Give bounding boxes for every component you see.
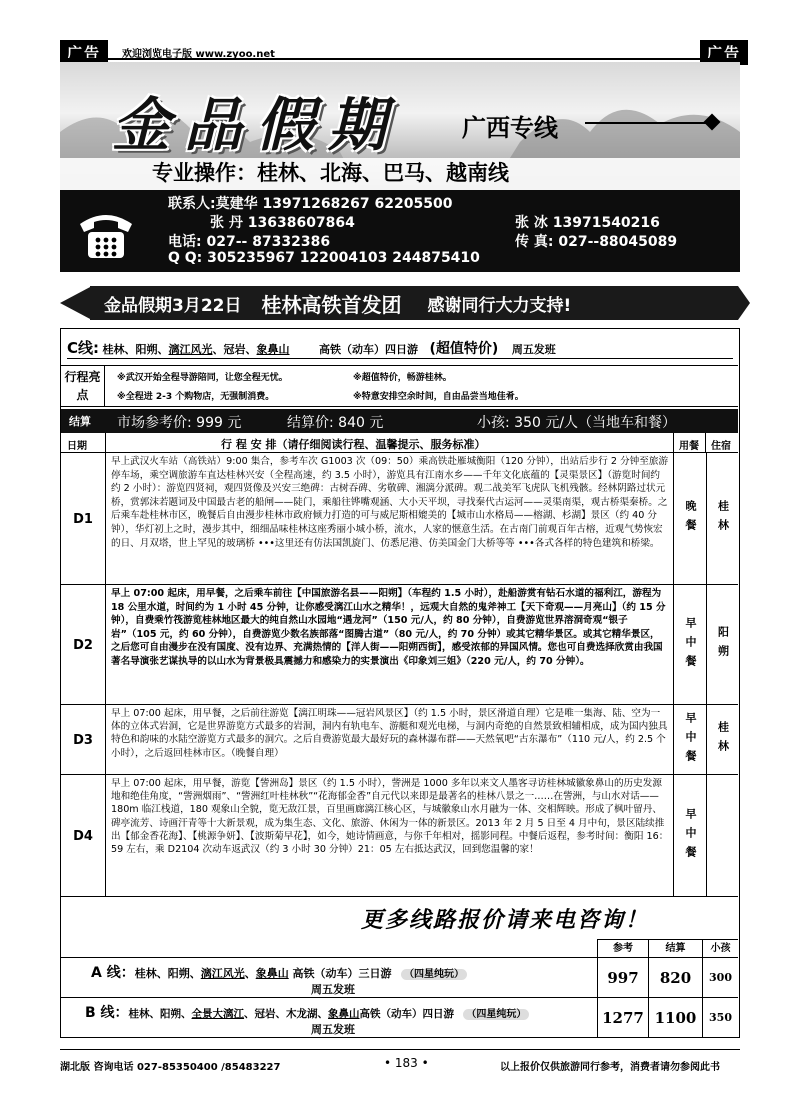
- day-row-1: [61, 453, 738, 585]
- day-row-4: [61, 775, 738, 897]
- day-label: D2: [61, 585, 106, 705]
- th-plan: 行 程 安 排（请仔细阅读行程、温馨提示、服务标准）: [221, 438, 486, 451]
- route-b-depart: 周五发班: [311, 1023, 355, 1036]
- day-text: 早上 07:00 起床，用早餐，游览【訾洲岛】景区（约 1.5 小时），訾洲是 1000 多年以来文人墨客寻访桂林城徽象鼻山的历史发源地和绝佳角度，“訾洲烟雨”、“訾洲红叶桂林秋”“花海郁金香”自元代以来即是最著名的桂林八景之一……在訾洲，与山水对话——180m 临江栈道，180 观象山全貌，览无敌江景，百里画廊漓江核心区，与城徽象山水月融为一体、交相辉映。形成了枫叶留丹、碑亭流芳、诗画汗青等十大新景观，成为集生态、文化、旅游、休闲为一体的新景区。2013 年 2 月 5 日至 4 月中旬，景区陆续推出【郁金香花海】、【桃源争妍】、【波斯菊早花】，如今，她诗情画意，与你千年相对，摇影同程。中餐后返程，参考时间：衡阳 16：59 左右，乘 D2104 次动车返武汉（约 3 小时 30 分钟）21：05 左右抵达武汉，回到您温馨的家！: [111, 778, 669, 856]
- th-stay: 住宿: [711, 441, 731, 452]
- route-b-row: [61, 997, 738, 1037]
- highlight-4: ※特意安排空余时间，自由品尝当地佳肴。: [353, 392, 524, 402]
- telephone-icon: [74, 202, 138, 262]
- contact-line-2: 张 丹 13638607864: [210, 215, 355, 231]
- route-c-desc-a: 桂林、阳朔、: [102, 343, 169, 356]
- price-child: 小孩: 350 元/人（当地车和餐）: [477, 415, 677, 431]
- routes-table-head: [597, 939, 738, 957]
- route-c-depart: 周五发班: [511, 343, 556, 356]
- highlights-label: 行程亮点: [61, 366, 105, 406]
- route-b-ref: 1277: [597, 998, 648, 1038]
- day-stay: [706, 775, 738, 897]
- day-stay: 阳朔: [706, 585, 738, 705]
- hsr-date: 金品假期3月22日: [104, 295, 242, 316]
- footer-rule: [60, 1049, 740, 1050]
- contact-line-2-right: 张 冰 13971540216: [515, 215, 660, 231]
- price-row: [61, 409, 738, 433]
- day-row-2: [61, 585, 738, 705]
- right-arrow-icon: [738, 286, 750, 320]
- route-a-desc-a: 桂林、阳朔、: [134, 967, 201, 980]
- route-b-desc-d: 象鼻山: [328, 1008, 360, 1020]
- route-a-desc-d: 象鼻山: [255, 967, 289, 980]
- contact-line-1: 联系人:莫建华 13971268267 62205500: [168, 196, 453, 212]
- th-sep-3: [705, 433, 706, 453]
- route-a-desc-e: 高铁（动车）三日游: [288, 967, 392, 980]
- route-a-ref: 997: [597, 958, 648, 998]
- route-b-code: B 线：: [85, 1005, 129, 1021]
- page-number: • 183 •: [384, 1056, 429, 1070]
- price-label: 结算: [69, 415, 91, 428]
- day-meal: 早中餐: [673, 585, 706, 705]
- route-a-desc-b: 漓江风光: [200, 967, 245, 980]
- day-meal: 早中餐: [673, 775, 706, 897]
- day-meal: 早中餐: [673, 705, 706, 775]
- contact-qq: Q Q: 305235967 122004103 244875410: [168, 250, 480, 266]
- th-meal: 用餐: [679, 441, 699, 452]
- th-sep-1: [105, 433, 106, 453]
- th-date: 日期: [67, 441, 87, 452]
- highlight-2: ※超值特价，畅游桂林。: [353, 373, 452, 383]
- contact-panel: [60, 190, 740, 272]
- route-c-header: [67, 337, 733, 359]
- route-a-desc: [91, 962, 467, 982]
- day-label: D4: [61, 775, 106, 897]
- brand-title: 金品假期: [112, 91, 401, 159]
- route-c-special: (超值特价): [429, 341, 499, 357]
- route-b-desc-b: 全景大漓江: [191, 1008, 245, 1020]
- route-a-desc-c: 、: [244, 967, 256, 980]
- th-sep-2: [673, 433, 674, 453]
- route-b-desc-a: 桂林、阳朔、: [128, 1008, 192, 1020]
- brand-subtitle: 广西专线: [462, 114, 558, 142]
- col-ref: 参考: [597, 940, 648, 958]
- ad-label-left: 广告: [60, 40, 108, 65]
- more-routes-call: 更多线路报价请来电咨询！: [361, 908, 650, 933]
- route-b-child: 350: [702, 998, 738, 1038]
- day-label: D1: [61, 453, 106, 585]
- day-text: 早上 07:00 起床，用早餐，之后前往游览【漓江明珠——冠岩风景区】（约 1.5 小时，景区滑道自理）它是唯一集海、陆、空为一体的立体式岩洞，它是世界游览方式最多的岩洞，洞内有轨电车、游艇和观光电梯，与洞内奇绝的自然景致相辅相成，成为国内独具特色和韵味的水陆空游览方式最多的洞穴。之后自费游览最大最好玩的森林瀑布群——天然氧吧“古东瀑布”（110 元/人，约 2.5 个小时），之后返回桂林市区。（晚餐自理）: [111, 708, 668, 759]
- route-c-desc-c: 、冠岩、: [212, 343, 257, 356]
- route-b-tag: （四星纯玩）: [463, 1009, 529, 1020]
- route-c-code: C线:: [67, 339, 100, 357]
- specialty-line: 专业操作：桂林、北海、巴马、越南线: [152, 161, 509, 185]
- price-market: 市场参考价: 999 元: [117, 415, 242, 431]
- day-stay: 桂林: [706, 453, 738, 585]
- route-a-depart: 周五发班: [311, 983, 355, 996]
- route-b-desc: [85, 1002, 529, 1022]
- hsr-title: 桂林高铁首发团: [261, 292, 402, 317]
- ad-label-right: 广告: [700, 40, 748, 65]
- highlight-3: ※全程进 2-3 个购物店，无强制消费。: [117, 392, 275, 402]
- col-child: 小孩: [702, 940, 738, 958]
- highlight-1: ※武汉开始全程导游陪同，让您全程无忧。: [117, 373, 288, 383]
- top-rule: [60, 58, 740, 60]
- route-a-row: [61, 957, 738, 997]
- highlights-row: [61, 365, 738, 407]
- contact-phone: 电话: 027-- 87332386: [168, 234, 331, 250]
- price-settle: 结算价: 840 元: [287, 415, 384, 431]
- footer-right: 以上报价仅供旅游同行参考，消费者请勿参阅此书: [500, 1062, 720, 1073]
- col-settle: 结算: [648, 940, 702, 958]
- route-a-tag: （四星纯玩）: [401, 969, 467, 980]
- route-c-desc-b: 漓江风光: [168, 343, 213, 356]
- contact-fax: 传 真: 027--88045089: [515, 234, 678, 250]
- route-a-settle: 820: [648, 958, 702, 998]
- day-text: 早上 07:00 起床，用早餐，之后乘车前往【中国旅游名县——阳朔】（车程约 1.5 小时），赴船游赏有钻石水道的福利江，游程为 18 公里水道，时间约为 1 小时 45 分钟，让你感受漓江山水之精华！，远观大自然的鬼斧神工【天下奇观——月亮山】（约 15 分钟），自费乘竹筏游览桂林地区最大的纯自然山水园地“遇龙河”（150 元/人，约 80 分钟），自费游览世界溶洞奇观“银子岩”（105 元，约 60 分钟），自费游览少数名族部落“图腾古道”（80 元/人，约 70 分钟）或其它精华景区。或其它精华景区，之后您可自由漫步在没有国度、没有边界、充满热情的【洋人街——阳朔西街】，感受浓郁的异国风情。您也可自费选择欣赏由我国著名导演张艺谋执导的以山水为背景极具震撼力和感染力的实景演出《印象刘三姐》（220 元/人，约 70 分钟）。: [111, 588, 666, 667]
- subtitle-rule: [585, 122, 715, 124]
- route-a-child: 300: [702, 958, 738, 998]
- day-label: D3: [61, 705, 106, 775]
- route-b-settle: 1100: [648, 998, 702, 1038]
- left-arrow-icon: [60, 286, 92, 320]
- day-text: 早上武汉火车站（高铁站）9:00 集合，参考车次 G1003 次（09：50）乘高铁赴雁城衡阳（120 分钟），出站后步行 2 分钟至旅游停车场，乘空调旅游车直达桂林兴安（全程高速，约 3.5 小时），游览具有江南水乡——千年文化底蕴的【灵渠景区】（游览时间约约 2 小时）：游览四贤祠，观四贤像及兴安三绝碑：古树吞碑、劣敬碑、湘漓分派碑。观二战美军飞虎队飞机残骸。经林阴路过状元桥，赏郭沫若题词及中国最古老的船闸——陡门，乘船往铧嘴观涵、大小天平坝，寻找秦代古运河——灵渠南渠，观古桥渠秦桥。之后乘车赴桂林市区，晚餐后自由漫步桂林市政府倾力打造的可与威尼斯相媲美的【城市山水格局——榕湖、杉湖】景区（约 40 分钟），华灯初上之时，漫步其中，细细品味桂林这座秀丽小城小桥，流水，人家的惬意生活。在古南门前观百年古榕，近观气势恢宏的日、月双塔，世上罕见的玻璃桥 •••这里还有仿法国凯旋门、仿悉尼港、仿美国金门大桥等等 •••各式各样的特色建筑和桥梁。: [111, 456, 669, 549]
- route-a-code: A 线：: [91, 965, 135, 981]
- hsr-thanks: 感谢同行大力支持!: [427, 295, 572, 316]
- hsr-banner: [90, 286, 738, 320]
- day-stay: 桂林: [706, 705, 738, 775]
- table-header: [61, 433, 738, 453]
- day-meal: 晚餐: [673, 453, 706, 585]
- site-text: 欢迎浏览电子版 www.zyoo.net: [122, 49, 275, 60]
- route-b-desc-c: 、冠岩、木龙湖、: [244, 1008, 329, 1020]
- route-c-mode: 高铁（动车）四日游: [319, 343, 419, 356]
- day-row-3: [61, 705, 738, 775]
- route-c-desc-d: 象鼻山: [256, 343, 290, 356]
- footer-left: 湖北版 咨询电话 027-85350400 /85483227: [60, 1062, 281, 1073]
- itinerary-box: [60, 328, 740, 1038]
- route-b-desc-e: 高铁（动车）四日游: [359, 1008, 455, 1020]
